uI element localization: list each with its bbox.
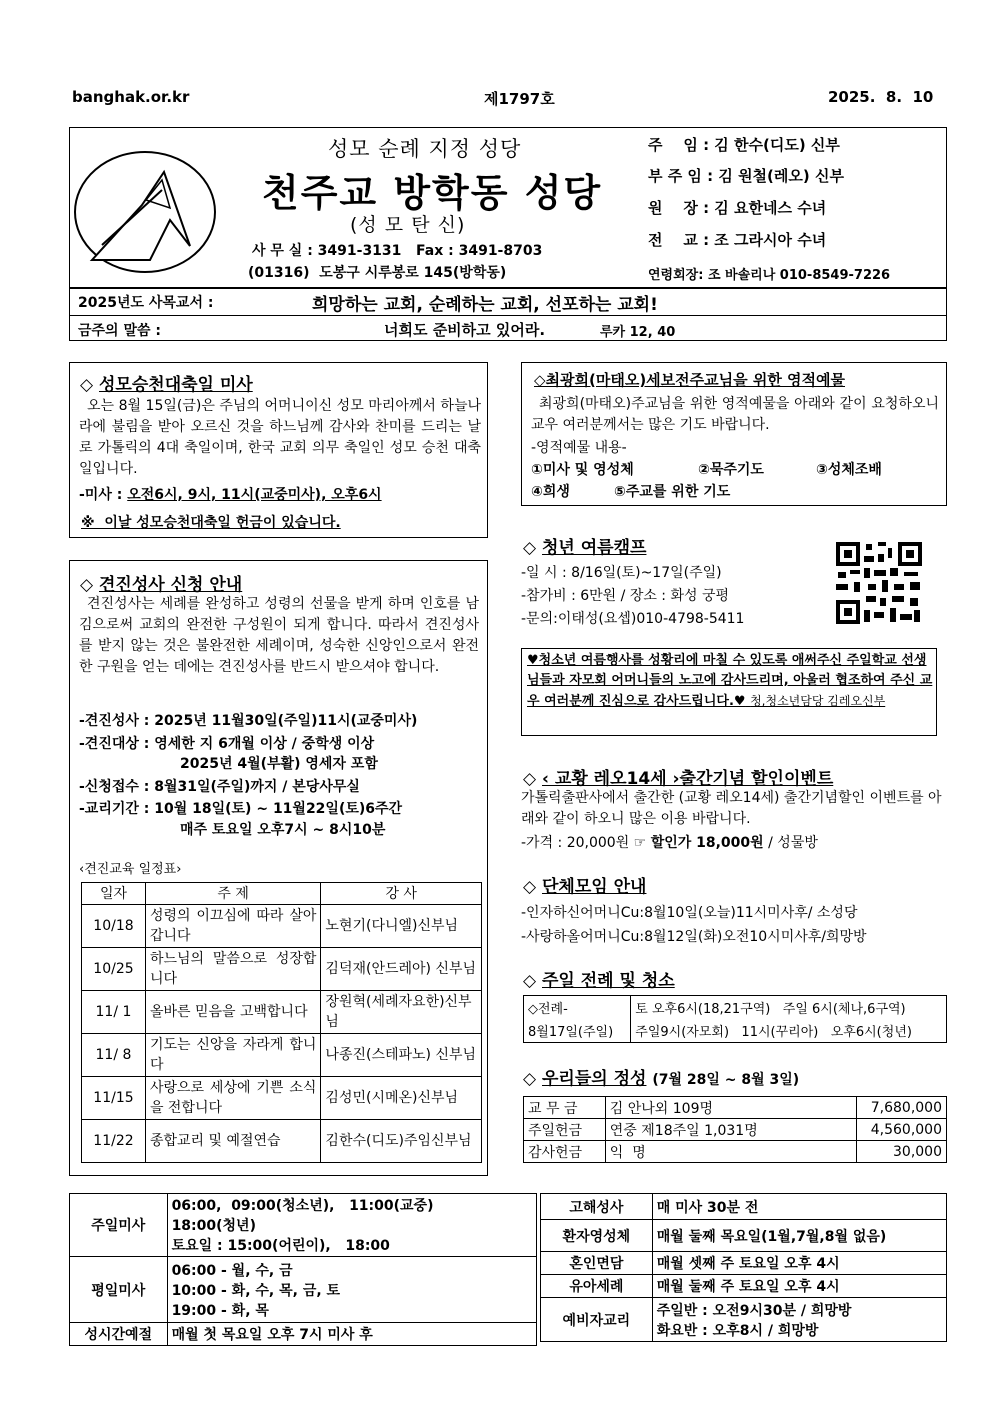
table-row xyxy=(82,1034,482,1077)
offering-desc: 익 명 xyxy=(605,1141,856,1163)
confirmation-target-note: 2025년 4월(부활) 영세자 포함 xyxy=(180,756,378,772)
offerings-title: ◇ 우리들의 정성 (7월 28일 ~ 8월 3일) xyxy=(523,1069,800,1089)
motto: 희망하는 교회, 순례하는 교회, 선포하는 교회! xyxy=(312,295,658,315)
table-row xyxy=(524,1097,947,1119)
sunday-mass-times xyxy=(167,1194,536,1257)
youth-camp-contact: -문의:이태성(요셉)010-4798-5411 xyxy=(521,611,745,627)
adoration-label: 성시간예절 xyxy=(70,1323,168,1346)
assumption-title: ◇ 성모승천대축일 미사 xyxy=(80,375,253,395)
confirmation-title-text: 견진성사 신청 안내 xyxy=(99,575,243,595)
table-row xyxy=(541,1275,947,1298)
table-row xyxy=(70,1194,537,1257)
masthead-divider xyxy=(69,287,947,289)
confirmation-period: -교리기간 : 10월 18일(토) ~ 11월22일(토)6주간 xyxy=(79,801,403,817)
sunday-mass-line: 토요일 : 15:00(어린이), 18:00 xyxy=(171,1238,390,1254)
row-date: 10/18 xyxy=(82,905,146,948)
table-row xyxy=(541,1194,947,1220)
table-row xyxy=(82,1077,482,1120)
confession-label: 고해성사 xyxy=(541,1194,653,1220)
duty-liturgy-label: ◇전례- xyxy=(528,1002,568,1017)
row-topic: 성령의 이끄심에 따라 살아갑니다 xyxy=(145,905,320,948)
row-topic: 종합교리 및 예절연습 xyxy=(145,1120,320,1163)
table-row xyxy=(541,1252,947,1275)
masthead-divider-2 xyxy=(69,315,947,316)
table-row xyxy=(524,1141,947,1163)
office-phone: 사 무 실 : 3491-3131 Fax : 3491-8703 xyxy=(252,243,543,259)
prayer-item-sacrifice: ④희생 xyxy=(531,484,570,500)
col-date: 일자 xyxy=(82,883,146,905)
issue-date: 2025. 8. 10 xyxy=(828,88,934,106)
youth-camp-title-text: 청년 여름캠프 xyxy=(542,538,647,558)
book-event-title: ◇ ‹ 교황 레오14세 ›출간기념 할인이벤트 xyxy=(523,769,834,789)
row-date: 11/22 xyxy=(82,1120,146,1163)
offering-desc: 김 안나외 109명 xyxy=(605,1097,856,1119)
book-event-price xyxy=(521,832,818,852)
prayer-item-rosary: ②묵주기도 xyxy=(698,462,764,478)
staff-assistant: 부 주 임 : 김 원철(레오) 신부 xyxy=(648,167,844,185)
table-row xyxy=(82,948,482,991)
weekday-mass-line: 10:00 - 화, 수, 목, 금, 토 xyxy=(171,1282,341,1299)
marriage-label: 혼인면담 xyxy=(541,1252,653,1275)
confirmation-apply: -신청접수 : 8월31일(주일)까지 / 본당사무실 xyxy=(79,779,360,795)
prayer-item-adoration: ③성체조배 xyxy=(816,462,882,478)
sunday-duty-left xyxy=(524,996,631,1043)
sunday-mass-line: 06:00, 09:00(청소년), 11:00(교중) xyxy=(171,1198,434,1214)
staff-pastor: 주 임 : 김 한수(디도) 신부 xyxy=(648,136,840,154)
assumption-body: 오는 8월 15일(금)은 주님의 어머니이신 성모 마리아께서 하늘나라에 불림을 받아 오르신 것을 하느님께 감사와 찬미를 드리는 날로 가톨릭의 4대 축일이며, 한국 교회 의무 축일인 성모 승천 대축일입니다. xyxy=(79,398,481,477)
youth-camp-fee: -참가비 : 6만원 / 장소 : 화성 궁평 xyxy=(521,588,730,604)
duty-line-1: 토 오후6시(18,21구역) 주일 6시(체나,6구역) xyxy=(635,1002,906,1017)
table-row xyxy=(82,1120,482,1163)
mass-schedule-table xyxy=(69,1193,537,1346)
assumption-mass-times: 오전6시, 9시, 11시(교중미사), 오후6시 xyxy=(127,487,382,503)
group-item: -사랑하올어머니Cu:8월12일(화)오전10시미사후/희망방 xyxy=(521,929,867,945)
offering-amount: 30,000 xyxy=(857,1141,947,1163)
offerings-period: (7월 28일 ~ 8월 3일) xyxy=(652,1072,800,1088)
word-reference: 루카 12, 40 xyxy=(600,325,676,340)
sunday-duty-table xyxy=(523,995,947,1043)
motto-label: 2025년도 사목교서 : xyxy=(78,295,214,311)
book-event-title-text: ‹ 교황 레오14세 ›출간기념 할인이벤트 xyxy=(542,769,834,789)
book-event-body: 가톨릭출판사에서 출간한 (교황 레오14세) 출간기념할인 이벤트를 아래와 같이 하오니 많은 이용 바랍니다. xyxy=(521,790,942,827)
youth-camp-title: ◇ 청년 여름캠프 xyxy=(523,538,647,558)
book-sale-price: 할인가 18,000원 xyxy=(650,835,764,851)
book-place: / 성물방 xyxy=(768,835,818,851)
church-name: 천주교 방학동 성당 xyxy=(262,171,603,215)
duty-date: 8월17일(주일) xyxy=(528,1025,614,1040)
infant-baptism-label: 유아세례 xyxy=(541,1275,653,1298)
word-of-week: 너희도 준비하고 있어라. xyxy=(384,321,546,339)
offering-desc: 연중 제18주일 1,031명 xyxy=(605,1119,856,1141)
sick-communion-label: 환자영성체 xyxy=(541,1220,653,1252)
table-row xyxy=(82,991,482,1034)
row-lecturer: 노현기(다니엘)신부님 xyxy=(321,905,482,948)
marriage-time: 매월 셋째 주 토요일 오후 4시 xyxy=(652,1252,946,1275)
confirmation-target: -견진대상 : 영세한 지 6개월 이상 / 중학생 이상 xyxy=(79,736,375,752)
confession-time: 매 미사 30분 전 xyxy=(652,1194,946,1220)
offering-type: 교 무 금 xyxy=(524,1097,606,1119)
groups-title-text: 단체모임 안내 xyxy=(542,877,647,897)
prayer-body: 최광희(마태오)주교님을 위한 영적예물을 아래와 같이 요청하오니 교우 여러분께서는 많은 기도 바랍니다. xyxy=(531,396,939,433)
offering-type: 감사헌금 xyxy=(524,1141,606,1163)
confirmation-period-time: 매주 토요일 오후7시 ~ 8시10분 xyxy=(180,822,386,838)
weekday-mass-times xyxy=(167,1257,536,1323)
offerings-table xyxy=(523,1096,947,1163)
thanks-signature: 청,청소년담당 김레오신부 xyxy=(750,694,886,708)
weekday-mass-line: 19:00 - 화, 목 xyxy=(171,1302,269,1319)
sunday-mass-label: 주일미사 xyxy=(70,1194,168,1257)
assumption-note: ※ 이날 성모승천대축일 헌금이 있습니다. xyxy=(81,515,341,531)
sunday-mass-line: 18:00(청년) xyxy=(171,1218,256,1234)
thanks-message xyxy=(527,651,933,712)
confirmation-body: 견진성사는 세례를 완성하고 성령의 선물을 받게 하며 인호를 남김으로써 교회의 완전한 구성원이 되게 합니다. 따라서 견진성사를 받지 않는 것은 불완전한 세례이며, 성숙한 신앙인으로서 완전한 구원을 얻는 데에는 견진성사를 반드시 받으셔야 합니다. xyxy=(79,596,479,675)
catechumen-label: 예비자교리 xyxy=(541,1298,653,1342)
catechumen-line: 화요반 : 오후8시 / 희망방 xyxy=(656,1322,819,1339)
qr-code-icon[interactable] xyxy=(834,540,924,626)
sunday-duty-title-text: 주일 전례 및 청소 xyxy=(542,971,675,991)
prayer-list-label: -영적예물 내용- xyxy=(531,440,627,456)
weekday-mass-label: 평일미사 xyxy=(70,1257,168,1323)
row-topic: 사랑으로 세상에 기쁜 소식을 전합니다 xyxy=(145,1077,320,1120)
row-date: 10/25 xyxy=(82,948,146,991)
site-url[interactable]: banghak.or.kr xyxy=(72,88,190,106)
sacrament-schedule-table xyxy=(540,1193,947,1342)
schedule-title: ‹견진교육 일정표› xyxy=(79,862,182,877)
youth-camp-date: -일 시 : 8/16일(토)~17일(주일) xyxy=(521,565,722,581)
row-topic: 하느님의 말씀으로 성장합니다 xyxy=(145,948,320,991)
assumption-mass-label: -미사 : xyxy=(79,487,123,503)
infant-baptism-time: 매월 둘째 주 토요일 오후 4시 xyxy=(652,1275,946,1298)
confirmation-date: -견진성사 : 2025년 11월30일(주일)11시(교중미사) xyxy=(79,713,418,729)
table-row xyxy=(524,996,947,1043)
row-date: 11/15 xyxy=(82,1077,146,1120)
groups-title: ◇ 단체모임 안내 xyxy=(523,877,647,897)
row-lecturer: 김한수(디도)주임신부님 xyxy=(321,1120,482,1163)
sunday-duty-right xyxy=(631,996,947,1043)
council-head: 연령회장: 조 바솔리나 010-8549-7226 xyxy=(648,268,891,283)
masthead-subtitle: 성모 순례 지정 성당 xyxy=(328,137,522,161)
offering-amount: 4,560,000 xyxy=(857,1119,947,1141)
address: (01316) 도봉구 시루봉로 145(방학동) xyxy=(248,265,507,281)
offering-amount: 7,680,000 xyxy=(857,1097,947,1119)
row-date: 11/ 1 xyxy=(82,991,146,1034)
table-row xyxy=(541,1220,947,1252)
weekday-mass-line: 06:00 - 월, 수, 금 xyxy=(171,1262,293,1279)
prayer-item-mass: ①미사 및 영성체 xyxy=(531,462,634,478)
row-lecturer: 장원혁(세례자요한)신부님 xyxy=(321,991,482,1034)
staff-catechist: 전 교 : 조 그라시아 수녀 xyxy=(648,231,827,249)
row-lecturer: 나종진(스테파노) 신부님 xyxy=(321,1034,482,1077)
thanks-message-text: ♥청소년 여름행사를 성황리에 마칠 수 있도록 애써주신 주일학교 선생님들과 자모회 어머니들의 노고에 감사드리며, 아울러 협조하여 주신 교우 여러분께 진심으로 감사드립니다.♥ xyxy=(527,653,933,709)
row-lecturer: 김덕재(안드레아) 신부님 xyxy=(321,948,482,991)
row-date: 11/ 8 xyxy=(82,1034,146,1077)
table-row xyxy=(70,1323,537,1346)
col-lecturer: 강 사 xyxy=(321,883,482,905)
church-logo-icon xyxy=(72,150,218,274)
catechumen-line: 주일반 : 오전9시30분 / 희망방 xyxy=(656,1302,852,1319)
row-lecturer: 김성민(시메온)신부님 xyxy=(321,1077,482,1120)
offerings-title-text: 우리들의 정성 xyxy=(542,1069,647,1089)
prayer-item-bishop: ⑤주교를 위한 기도 xyxy=(614,484,731,500)
group-item: -인자하신어머니Cu:8월10일(오늘)11시미사후/ 소성당 xyxy=(521,905,858,921)
issue-number: 제1797호 xyxy=(484,90,555,108)
assumption-mass-line xyxy=(79,484,382,504)
table-row xyxy=(524,1119,947,1141)
table-row xyxy=(541,1298,947,1342)
row-topic: 기도는 신앙을 자라게 합니다 xyxy=(145,1034,320,1077)
patron: (성 모 탄 신) xyxy=(350,214,466,236)
prayer-title: ◇최광희(마태오)세보전주교님을 위한 영적예물 xyxy=(534,371,846,389)
staff-superior: 원 장 : 김 요한네스 수녀 xyxy=(648,199,827,217)
table-row xyxy=(70,1257,537,1323)
col-topic: 주 제 xyxy=(145,883,320,905)
sick-communion-time: 매월 둘째 목요일(1월,7월,8월 없음) xyxy=(652,1220,946,1252)
education-table xyxy=(81,882,482,1163)
education-table-header xyxy=(82,883,482,905)
sunday-duty-title: ◇ 주일 전례 및 청소 xyxy=(523,971,675,991)
table-row xyxy=(82,905,482,948)
word-label: 금주의 말씀 : xyxy=(78,323,161,339)
book-price-label: -가격 : 20,000원 ☞ xyxy=(521,835,647,851)
confirmation-title: ◇ 견진성사 신청 안내 xyxy=(80,575,243,595)
row-topic: 올바른 믿음을 고백합니다 xyxy=(145,991,320,1034)
adoration-time: 매월 첫 목요일 오후 7시 미사 후 xyxy=(167,1323,536,1346)
duty-line-2: 주일9시(자모회) 11시(꾸리아) 오후6시(청년) xyxy=(635,1025,912,1040)
assumption-title-text: 성모승천대축일 미사 xyxy=(99,375,253,395)
offering-type: 주일헌금 xyxy=(524,1119,606,1141)
catechumen-times xyxy=(652,1298,946,1342)
